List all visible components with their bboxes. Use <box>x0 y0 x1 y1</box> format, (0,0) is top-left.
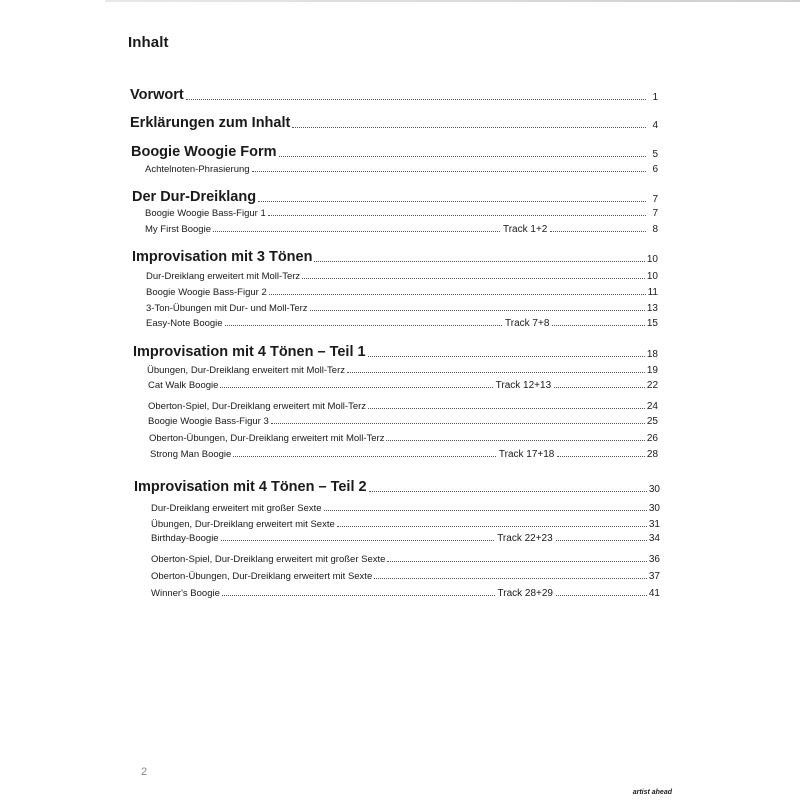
toc-entry-page-number: 4 <box>652 120 658 131</box>
toc-entry-title: Improvisation mit 4 Tönen – Teil 2 <box>134 479 367 495</box>
toc-entry-track: Track 17+18 <box>498 449 555 460</box>
toc-entry-title: Cat Walk Boogie <box>148 380 219 391</box>
toc-section-heading <box>131 144 658 160</box>
dot-leader <box>221 539 495 541</box>
toc-entry-title: Dur-Dreiklang erweitert mit großer Sexte <box>151 503 322 514</box>
dot-leader <box>552 324 644 326</box>
toc-entry-track: Track 7+8 <box>505 318 550 329</box>
toc-entry-page-number: 7 <box>652 208 658 219</box>
toc-entry-page-number: 8 <box>652 224 658 235</box>
dot-leader <box>554 386 645 388</box>
dot-leader <box>556 539 647 541</box>
toc-entry <box>145 164 658 175</box>
toc-entry-track: Track 22+23 <box>497 533 553 544</box>
toc-entry-title: Achtelnoten-Phrasierung <box>145 164 250 175</box>
toc-entry-page-number: 11 <box>647 287 658 298</box>
toc-entry-title: Oberton-Übungen, Dur-Dreiklang erweitert mit Sexte <box>151 571 373 582</box>
toc-entry-title: Boogie Woogie Form <box>131 144 277 160</box>
toc-entry-page-number: 7 <box>652 194 658 205</box>
toc-entry-page-number: 10 <box>646 254 658 265</box>
toc-entry-title: Easy-Note Boogie <box>146 318 223 329</box>
toc-entry-track: Track 1+2 <box>502 224 548 235</box>
toc-entry-title: 3-Ton-Übungen mit Dur- und Moll-Terz <box>146 303 308 314</box>
toc-entry-page-number: 28 <box>646 449 659 460</box>
toc-entry-title: Strong Man Boogie <box>150 449 232 460</box>
dot-leader <box>271 422 645 424</box>
toc-entry-page-number: 36 <box>648 554 660 565</box>
toc-entry <box>147 365 658 376</box>
page-title: Inhalt <box>128 34 169 51</box>
dot-leader <box>368 355 645 357</box>
dot-leader <box>556 594 647 596</box>
toc-entry-page-number: 5 <box>652 149 658 160</box>
toc-entry-title: Boogie Woogie Bass-Figur 1 <box>145 208 266 219</box>
toc-entry-page-number: 1 <box>652 92 658 103</box>
dot-leader <box>222 594 495 596</box>
dot-leader <box>347 371 645 373</box>
dot-leader <box>252 170 646 172</box>
footer-brand-logo: artist ahead <box>632 789 672 796</box>
toc-section-heading <box>130 115 658 131</box>
toc-entry-title: Erklärungen zum Inhalt <box>130 115 291 131</box>
toc-entry-page-number: 30 <box>648 484 660 495</box>
dot-leader <box>233 455 496 457</box>
toc-section-heading <box>134 479 660 495</box>
toc-entry-page-number: 31 <box>648 519 660 530</box>
toc-entry <box>151 554 660 565</box>
toc-entry-title: Dur-Dreiklang erweitert mit Moll-Terz <box>146 271 301 282</box>
toc-entry-title: Vorwort <box>130 87 184 103</box>
dot-leader <box>369 490 647 492</box>
toc-entry-page-number: 10 <box>646 271 658 282</box>
dot-leader <box>186 98 646 100</box>
dot-leader <box>258 200 646 202</box>
toc-entry-page-number: 30 <box>648 503 660 514</box>
dot-leader <box>550 230 646 232</box>
toc-entry <box>151 533 660 544</box>
toc-entry-page-number: 15 <box>646 318 658 329</box>
toc-entry-page-number: 22 <box>646 380 659 391</box>
toc-entry-page-number: 19 <box>646 365 658 376</box>
toc-entry <box>149 433 658 444</box>
dot-leader <box>387 560 646 562</box>
toc-entry-title: Winner's Boogie <box>151 588 220 599</box>
toc-entry-title: Improvisation mit 4 Tönen – Teil 1 <box>133 344 366 360</box>
dot-leader <box>310 309 645 311</box>
toc-entry <box>146 271 658 282</box>
toc-entry-page-number: 37 <box>648 571 660 582</box>
toc-section-heading <box>132 249 658 265</box>
toc-entry-page-number: 24 <box>646 401 658 412</box>
dot-leader <box>374 577 647 579</box>
dot-leader <box>225 324 502 326</box>
toc-entry <box>148 401 658 412</box>
toc-entry-page-number: 6 <box>652 164 658 175</box>
toc-entry-title: Der Dur-Dreiklang <box>132 189 257 205</box>
dot-leader <box>557 455 645 457</box>
dot-leader <box>269 293 646 295</box>
toc-entry-title: Oberton-Spiel, Dur-Dreiklang erweitert mit großer Sexte <box>151 554 386 565</box>
dot-leader <box>302 277 645 279</box>
toc-entry <box>146 287 658 298</box>
toc-entry <box>151 588 660 599</box>
toc-entry <box>146 303 658 314</box>
toc-entry-title: Boogie Woogie Bass-Figur 3 <box>148 416 269 427</box>
toc-entry-title: Übungen, Dur-Dreiklang erweitert mit Moll-Terz <box>147 365 345 376</box>
toc-entry-page-number: 26 <box>646 433 658 444</box>
dot-leader <box>279 155 646 157</box>
toc-entry-title: Übungen, Dur-Dreiklang erweitert mit Sexte <box>151 519 335 530</box>
dot-leader <box>337 525 647 527</box>
toc-entry <box>146 318 658 329</box>
toc-section-heading <box>130 87 658 103</box>
toc-entry <box>151 519 660 530</box>
dot-leader <box>386 439 644 441</box>
dot-leader <box>368 407 645 409</box>
footer-page-number: 2 <box>141 766 148 778</box>
toc-entry-page-number: 41 <box>648 588 660 599</box>
toc-entry-title: Boogie Woogie Bass-Figur 2 <box>146 287 267 298</box>
toc-entry-page-number: 25 <box>646 416 658 427</box>
toc-section-heading <box>132 189 658 205</box>
toc-section-heading <box>133 344 658 360</box>
toc-entry <box>151 503 660 514</box>
toc-entry <box>145 224 658 235</box>
toc-entry <box>145 208 658 219</box>
dot-leader <box>314 260 644 262</box>
toc-entry <box>150 449 658 460</box>
toc-entry-title: My First Boogie <box>145 224 211 235</box>
toc-entry-page-number: 34 <box>648 533 660 544</box>
dot-leader <box>324 509 647 511</box>
toc-entry <box>148 416 658 427</box>
dot-leader <box>292 126 646 128</box>
toc-entry-page-number: 18 <box>646 349 658 360</box>
toc-entry <box>148 380 658 391</box>
toc-entry-track: Track 12+13 <box>495 380 552 391</box>
dot-leader <box>268 214 646 216</box>
toc-entry-page-number: 13 <box>646 303 658 314</box>
toc-entry-title: Oberton-Spiel, Dur-Dreiklang erweitert mit Moll-Terz <box>148 401 367 412</box>
toc-entry-track: Track 28+29 <box>497 588 553 599</box>
toc-entry-title: Improvisation mit 3 Tönen <box>132 249 313 265</box>
toc-entry-title: Oberton-Übungen, Dur-Dreiklang erweitert mit Moll-Terz <box>149 433 385 444</box>
toc-entry <box>151 571 660 582</box>
dot-leader <box>213 230 500 232</box>
dot-leader <box>220 386 492 388</box>
toc-entry-title: Birthday-Boogie <box>151 533 219 544</box>
